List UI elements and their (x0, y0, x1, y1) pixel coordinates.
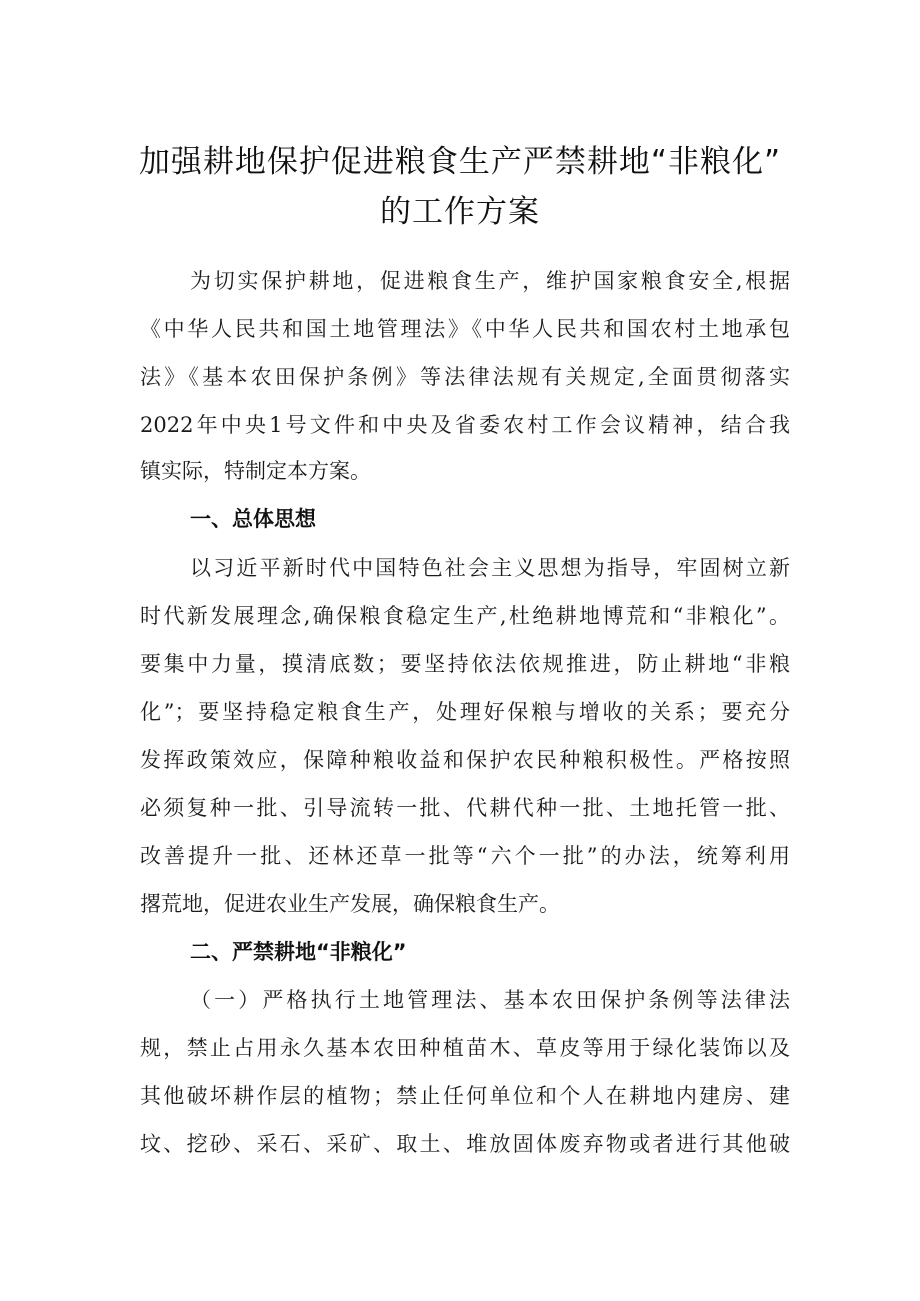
section-1-line: 化”；要坚持稳定粮食生产，处理好保粮与增收的关系；要充分 (140, 700, 790, 724)
section-1-line: 要集中力量，摸清底数；要坚持依法依规推进，防止耕地“非粮 (140, 652, 790, 676)
section-1-line: 撂荒地，促进农业生产发展，确保粮食生产。 (140, 892, 560, 916)
section-2-line: 其他破坏耕作层的植物；禁止任何单位和个人在耕地内建房、建 (140, 1084, 790, 1108)
section-2-line: （一）严格执行土地管理法、基本农田保护条例等法律法 (190, 988, 790, 1012)
section-1-line: 必须复种一批、引导流转一批、代耕代种一批、土地托管一批、 (140, 796, 790, 820)
intro-line: 2022年中央1号文件和中央及省委农村工作会议精神，结合我 (140, 413, 790, 437)
section-1-heading: 一、总体思想 (190, 507, 316, 531)
section-2-line: 规，禁止占用永久基本农田种植苗木、草皮等用于绿化装饰以及 (140, 1036, 790, 1060)
section-2-line: 坟、挖砂、采石、采矿、取土、堆放固体废弃物或者进行其他破 (140, 1132, 790, 1156)
section-1-line: 改善提升一批、还林还草一批等“六个一批”的办法，统筹利用 (140, 844, 790, 868)
section-1-line: 时代新发展理念,确保粮食稳定生产,杜绝耕地博荒和“非粮化”。 (140, 604, 790, 628)
intro-line: 《中华人民共和国土地管理法》《中华人民共和国农村土地承包 (140, 317, 790, 341)
intro-line: 为切实保护耕地，促进粮食生产，维护国家粮食安全,根据 (190, 269, 790, 293)
section-2-heading: 二、严禁耕地“非粮化” (190, 940, 407, 964)
document-title-line-1: 加强耕地保护促进粮食生产严禁耕地“非粮化” (138, 144, 782, 180)
section-1-line: 发挥政策效应，保障种粮收益和保护农民种粮积极性。严格按照 (140, 748, 790, 772)
intro-line: 法》《基本农田保护条例》等法律法规有关规定,全面贯彻落实 (140, 365, 790, 389)
section-1-line: 以习近平新时代中国特色社会主义思想为指导，牢固树立新 (190, 556, 790, 580)
document-title-line-2: 的工作方案 (380, 194, 540, 230)
intro-line: 镇实际，特制定本方案。 (140, 459, 371, 483)
